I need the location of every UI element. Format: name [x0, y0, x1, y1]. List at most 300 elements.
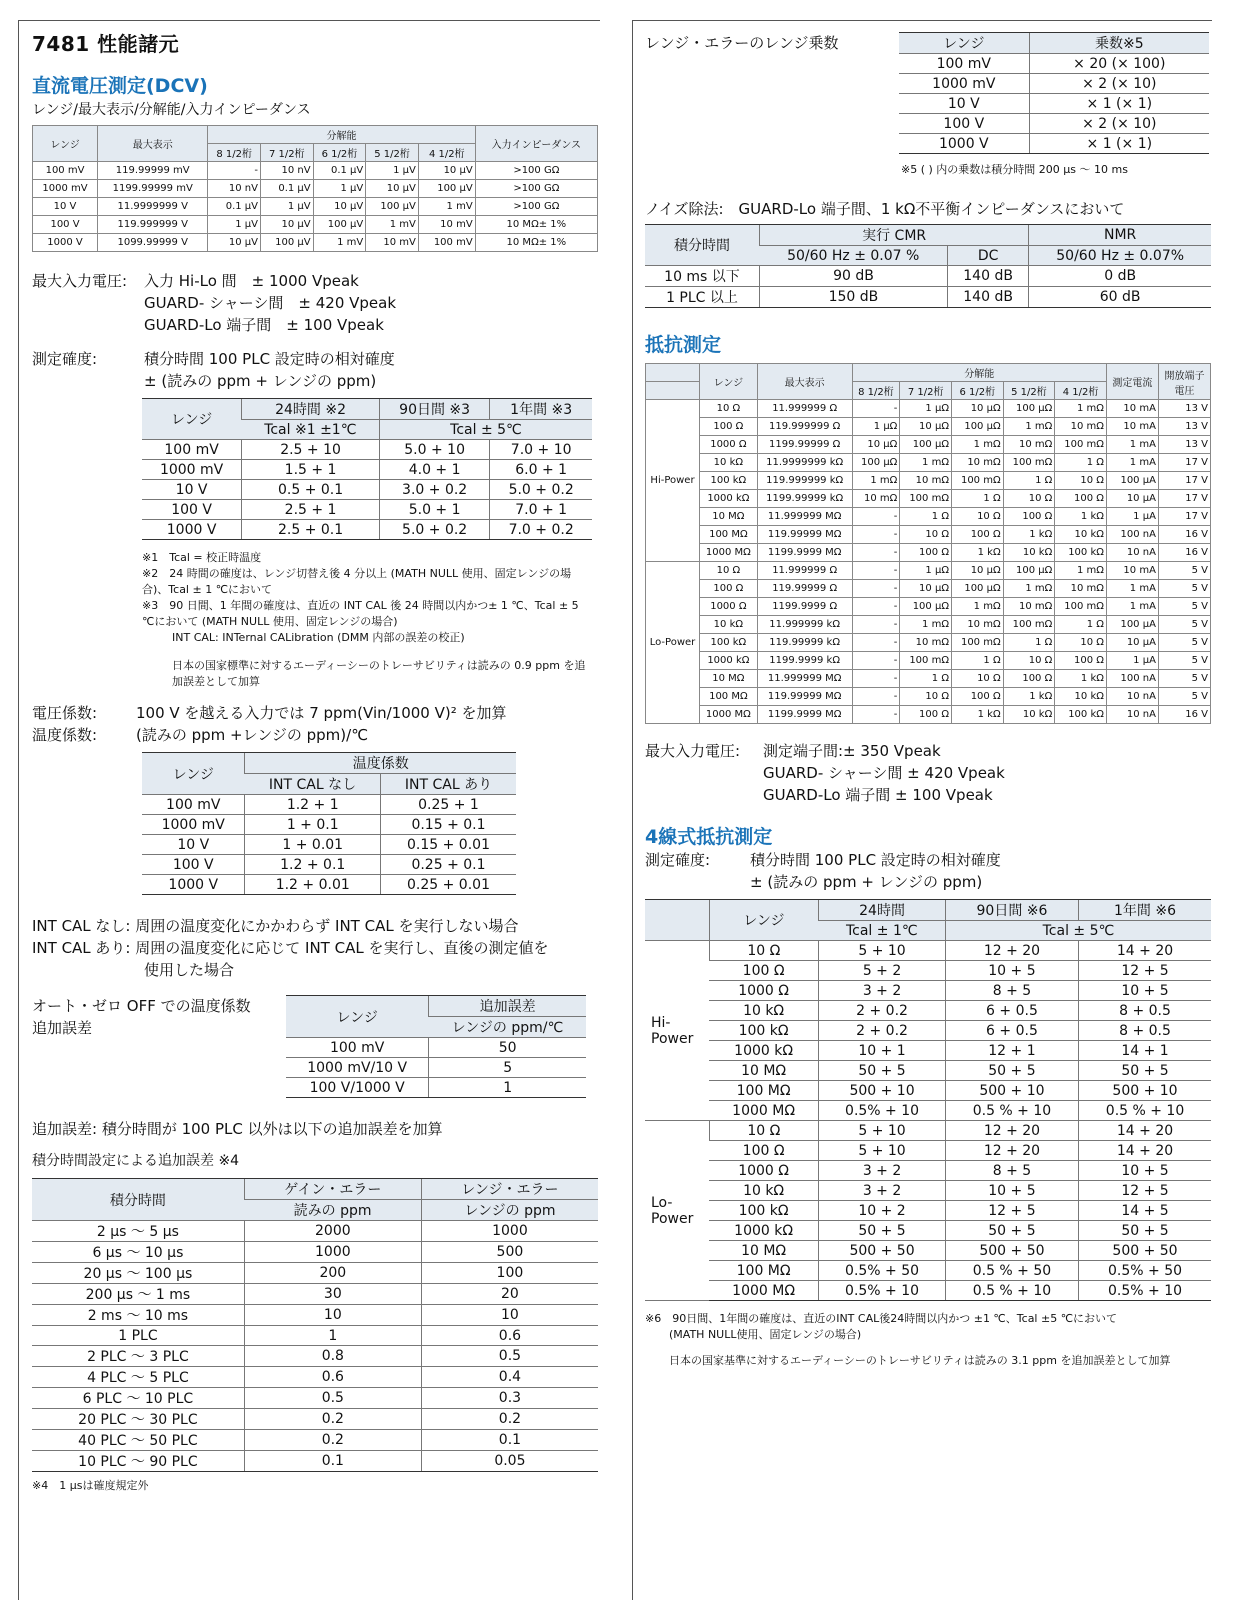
cell-value: 0.2: [244, 1409, 421, 1430]
cell-value: 10 mΩ: [900, 634, 952, 652]
cell-value: 1 + 0.1: [245, 815, 381, 835]
cell-range: 10 MΩ: [700, 508, 758, 526]
cell-value: 100 μΩ: [951, 580, 1003, 598]
intcal-off-text: INT CAL なし: 周囲の温度変化にかかわらず INT CAL を実行しない場合: [32, 917, 519, 935]
cell-value: -: [852, 598, 900, 616]
table-row: [646, 436, 1211, 454]
cell-value: 10 mA: [1106, 418, 1158, 436]
cell-value: 1099.99999 V: [98, 234, 208, 252]
table-row: [645, 1161, 1211, 1181]
note-4: ※4 1 μsは確度規定外: [32, 1479, 149, 1492]
cell-value: 0.5% + 10: [1079, 1281, 1211, 1301]
cell-value: 1.2 + 1: [245, 795, 381, 815]
cell-value: 13 V: [1158, 418, 1210, 436]
cell-range: 1000 MΩ: [700, 706, 758, 724]
cell-value: 140 dB: [947, 266, 1028, 287]
table-row: [142, 875, 516, 895]
mult-body: [899, 54, 1209, 154]
cell-value: 10 mV: [366, 234, 419, 252]
cell-value: 10 + 5: [1079, 1161, 1211, 1181]
cell-value: 500 + 50: [819, 1241, 946, 1261]
cell-value: 10 μΩ: [900, 580, 952, 598]
cell-value: 14 + 20: [1079, 1121, 1211, 1141]
cell-value: 1.5 + 1: [242, 460, 380, 480]
cell-value: 119.99999 kΩ: [757, 634, 852, 652]
cell-value: 10 μA: [1106, 634, 1158, 652]
cell-range: 1000 kΩ: [700, 490, 758, 508]
accuracy-block: [32, 348, 600, 392]
cell-range: 1000 V: [142, 875, 245, 895]
dcv-title: 直流電圧測定(DCV): [32, 75, 208, 97]
cell-value: 0.15 + 0.01: [380, 835, 516, 855]
cell-value: 12 + 1: [945, 1041, 1078, 1061]
table-row: [899, 54, 1209, 74]
table-row: [646, 490, 1211, 508]
table-row: [33, 180, 598, 198]
cell-value: -: [208, 162, 261, 180]
cell-value: 500 + 10: [819, 1081, 946, 1101]
th-range: レンジ: [142, 753, 245, 795]
table-row: [645, 1021, 1211, 1041]
table-row: [645, 1041, 1211, 1061]
cell-value: 1 mA: [1106, 598, 1158, 616]
cell-range: 6 PLC ～ 10 PLC: [32, 1388, 244, 1409]
cell-value: 10 mΩ: [1003, 598, 1055, 616]
cell-value: >100 GΩ: [475, 180, 597, 198]
cell-value: -: [852, 688, 900, 706]
table-row: [142, 440, 592, 460]
cell-value: × 2 (× 10): [1029, 114, 1209, 134]
cell-value: 119.999999 kΩ: [757, 472, 852, 490]
note-1: ※1 Tcal = 校正時温度: [142, 551, 262, 564]
cell-value: 1 kΩ: [1055, 508, 1107, 526]
cell-value: 10 Ω: [951, 670, 1003, 688]
table-row: [142, 520, 592, 540]
cell-value: 60 dB: [1029, 287, 1211, 308]
th-digit: 5 1/2桁: [366, 144, 419, 162]
cell-value: 10 Ω: [1055, 634, 1107, 652]
table-row: [645, 266, 1211, 287]
cell-value: 10 mΩ: [951, 454, 1003, 472]
accuracy-line: ± (読みの ppm + レンジの ppm): [144, 372, 377, 390]
cell-value: 5.0 + 1: [379, 500, 489, 520]
cell-value: 1199.9999 MΩ: [757, 706, 852, 724]
cell-value: 1199.9999 kΩ: [757, 652, 852, 670]
cell-value: 0.6: [421, 1326, 598, 1346]
cell-value: 8 + 0.5: [1079, 1001, 1211, 1021]
cell-value: 100 kΩ: [1055, 706, 1107, 724]
cell-value: 17 V: [1158, 472, 1210, 490]
cell-value: 100 μΩ: [951, 418, 1003, 436]
th-digit: 6 1/2桁: [313, 144, 366, 162]
max-input-block: [32, 270, 600, 336]
cell-value: 100 Ω: [1055, 490, 1107, 508]
center-border: [632, 20, 633, 1600]
cell-value: 1.2 + 0.1: [245, 855, 381, 875]
cell-range: 10 MΩ: [700, 670, 758, 688]
four-label: 測定確度:: [645, 851, 711, 869]
th-add-err: 追加誤差: [429, 996, 586, 1017]
cell-value: 10 μV: [208, 234, 261, 252]
cell-range: 10 kΩ: [700, 616, 758, 634]
th-digit: 8 1/2桁: [852, 382, 900, 400]
cell-range: 1000 V: [33, 234, 98, 252]
cell-value: 10 Ω: [1055, 472, 1107, 490]
th-open-volt-2: 電圧: [1174, 385, 1195, 397]
cell-value: 1 μV: [313, 180, 366, 198]
cell-value: 4.0 + 1: [379, 460, 489, 480]
th-digit: 4 1/2桁: [418, 144, 475, 162]
cell-value: -: [852, 580, 900, 598]
autozero-block: [32, 995, 600, 1098]
cell-value: 100 μΩ: [900, 436, 952, 454]
cell-value: 2000: [244, 1221, 421, 1242]
cell-value: 6 + 0.5: [945, 1021, 1078, 1041]
cell-value: 100 μV: [261, 234, 314, 252]
cell-range: 100 V: [142, 500, 242, 520]
cell-range: 40 PLC ～ 50 PLC: [32, 1430, 244, 1451]
integ-title: 積分時間設定による追加誤差 ※4: [32, 1153, 240, 1169]
cell-value: 100 μA: [1106, 616, 1158, 634]
cell-value: 17 V: [1158, 508, 1210, 526]
table-row: [32, 1430, 598, 1451]
cell-range: 1000 kΩ: [709, 1221, 819, 1241]
doc-title: 7481 性能諸元: [32, 32, 180, 56]
ohm-max-line: GUARD-Lo 端子間 ± 100 Vpeak: [763, 786, 993, 804]
table-row: [899, 134, 1209, 154]
cell-value: 0.5 % + 50: [945, 1261, 1078, 1281]
cell-value: 10 nV: [208, 180, 261, 198]
cell-range: 1000 mV: [899, 74, 1029, 94]
cell-value: 1199.99999 mV: [98, 180, 208, 198]
th-digit: 7 1/2桁: [900, 382, 952, 400]
cell-value: 2 + 0.2: [819, 1021, 946, 1041]
cell-value: -: [852, 400, 900, 418]
cell-value: 8 + 0.5: [1079, 1021, 1211, 1041]
cell-range: 100 Ω: [709, 1141, 819, 1161]
cell-value: 100 Ω: [1003, 508, 1055, 526]
cell-value: 10 kΩ: [1003, 544, 1055, 562]
cell-range: 1000 mV: [142, 460, 242, 480]
cell-value: 100 Ω: [1055, 652, 1107, 670]
autozero-label-2: 追加誤差: [32, 1019, 93, 1037]
cell-value: 100 μA: [1106, 472, 1158, 490]
cell-value: 16 V: [1158, 706, 1210, 724]
cell-value: 500 + 10: [1079, 1081, 1211, 1101]
cell-value: 1000: [421, 1221, 598, 1242]
th-digit: 7 1/2桁: [261, 144, 314, 162]
th-digit: 4 1/2桁: [1055, 382, 1107, 400]
cell-value: 500 + 10: [945, 1081, 1078, 1101]
cell-value: 2.5 + 0.1: [242, 520, 380, 540]
cell-value: 10 Ω: [900, 526, 952, 544]
cell-value: 0.1 μV: [261, 180, 314, 198]
cell-value: 1199.9999 Ω: [757, 598, 852, 616]
coef-block: [32, 702, 600, 746]
th-1y: 1年間 ※6: [1079, 900, 1211, 921]
cell-value: 5 V: [1158, 670, 1210, 688]
cell-value: 11.999999 MΩ: [757, 508, 852, 526]
th-90d: 90日間 ※6: [945, 900, 1078, 921]
cell-value: 50: [429, 1038, 586, 1058]
cell-value: 10: [244, 1305, 421, 1326]
integ-table: [32, 1178, 598, 1472]
cell-value: 10 kΩ: [1003, 706, 1055, 724]
cell-value: 10 mΩ: [900, 472, 952, 490]
cell-value: 1 Ω: [1055, 454, 1107, 472]
cell-value: 13 V: [1158, 436, 1210, 454]
th-blank: [645, 900, 709, 941]
cell-range: 10 V: [142, 480, 242, 500]
table-row: [33, 216, 598, 234]
cell-value: -: [852, 616, 900, 634]
cell-range: 1 PLC: [32, 1326, 244, 1346]
ohm-max-line: GUARD- シャーシ間 ± 420 Vpeak: [763, 764, 1005, 782]
cell-value: 1 μΩ: [900, 400, 952, 418]
cell-value: 10 mV: [418, 216, 475, 234]
cell-value: 1 kΩ: [951, 706, 1003, 724]
table-row: [646, 418, 1211, 436]
note-3: ※3 90 日間、1 年間の確度は、直近の INT CAL 後 24 時間以内かつ± 1 ℃、Tcal ± 5 ℃において (MATH NULL 使用、固定レンジの場合): [142, 599, 579, 628]
th-digit: 6 1/2桁: [951, 382, 1003, 400]
cell-value: 1 Ω: [951, 652, 1003, 670]
cell-value: 10 mΩ: [1003, 436, 1055, 454]
cell-value: -: [852, 526, 900, 544]
cell-value: 100 Ω: [1003, 670, 1055, 688]
cell-value: 200: [244, 1263, 421, 1284]
cell-value: 10 μΩ: [900, 418, 952, 436]
integ-body: [32, 1221, 598, 1472]
cell-value: 10 μΩ: [951, 562, 1003, 580]
note-6: ※6 90日間、1年間の確度は、直近のINT CAL後24時間以内かつ ±1 ℃、Tcal ±5 ℃において: [645, 1312, 1118, 1325]
cell-range: 1000 Ω: [700, 436, 758, 454]
cell-range: 2 ms ～ 10 ms: [32, 1305, 244, 1326]
table-row: [646, 706, 1211, 724]
cell-value: 100 mΩ: [1003, 454, 1055, 472]
cell-value: 8 + 5: [945, 981, 1078, 1001]
cell-range: 100 mV: [33, 162, 98, 180]
table-row: [645, 1141, 1211, 1161]
table-row: [645, 287, 1211, 308]
cell-value: 10 + 1: [819, 1041, 946, 1061]
cell-value: × 2 (× 10): [1029, 74, 1209, 94]
cell-value: 100 mΩ: [900, 652, 952, 670]
cell-value: 5.0 + 0.2: [379, 520, 489, 540]
cell-value: 500 + 50: [1079, 1241, 1211, 1261]
table-row: [899, 74, 1209, 94]
cell-value: 14 + 20: [1079, 1141, 1211, 1161]
four-line: ± (読みの ppm + レンジの ppm): [750, 873, 983, 891]
cell-range: 10 MΩ: [709, 1061, 819, 1081]
table-row: [32, 1326, 598, 1346]
table-row: [646, 652, 1211, 670]
th-imp: 入力インピーダンス: [475, 126, 597, 162]
four-line: 積分時間 100 PLC 設定時の相対確度: [750, 851, 1001, 869]
cell-value: 14 + 1: [1079, 1041, 1211, 1061]
max-input-line: GUARD- シャーシ間 ± 420 Vpeak: [144, 294, 397, 312]
th-90d: 90日間 ※3: [379, 399, 489, 420]
cell-value: 0.2: [244, 1430, 421, 1451]
cell-value: 10 nA: [1106, 544, 1158, 562]
group-label: Lo-Power: [646, 562, 700, 724]
cell-value: 90 dB: [759, 266, 947, 287]
table-row: [646, 634, 1211, 652]
group-label: Lo-Power: [645, 1121, 709, 1301]
th-integ-time: 積分時間: [32, 1179, 244, 1221]
cell-value: 1 mΩ: [1055, 562, 1107, 580]
th-blank: [646, 382, 700, 400]
cell-value: 10 + 5: [945, 961, 1078, 981]
cell-range: 4 PLC ～ 5 PLC: [32, 1367, 244, 1388]
temp-coef-text: (読みの ppm +レンジの ppm)/℃: [136, 726, 369, 744]
th-range-err: レンジ・エラー: [421, 1179, 598, 1200]
cell-value: 500: [421, 1242, 598, 1263]
cell-value: 119.99999 Ω: [757, 580, 852, 598]
cell-value: 2 + 0.2: [819, 1001, 946, 1021]
cell-value: 10 Ω: [1003, 490, 1055, 508]
cell-value: 100 μV: [366, 198, 419, 216]
cell-value: 10 + 5: [945, 1181, 1078, 1201]
cell-value: 1 mV: [313, 234, 366, 252]
note-6b: (MATH NULL使用、固定レンジの場合): [669, 1328, 862, 1341]
cell-value: -: [852, 634, 900, 652]
cell-value: 14 + 20: [1079, 941, 1211, 961]
temp-coef-body: [142, 795, 516, 895]
cell-value: 119.999999 V: [98, 216, 208, 234]
cell-range: 100 mV: [142, 440, 242, 460]
th-mult: 乗数※5: [1029, 33, 1209, 54]
max-input-label: 最大入力電圧:: [32, 272, 128, 290]
cell-value: 0.5% + 10: [819, 1281, 946, 1301]
cell-value: 119.99999 MΩ: [757, 526, 852, 544]
cell-value: 1 Ω: [951, 490, 1003, 508]
cell-value: 10 μV: [261, 216, 314, 234]
ohm-body: [646, 400, 1211, 724]
cell-value: 12 + 5: [945, 1201, 1078, 1221]
left-border: [18, 20, 19, 1600]
autozero-table: [286, 995, 586, 1098]
cell-value: -: [852, 544, 900, 562]
cell-range: 100 MΩ: [709, 1081, 819, 1101]
cell-value: 1 kΩ: [1003, 688, 1055, 706]
note-trace: 日本の国家標準に対するエーディーシーのトレーサビリティは読みの 0.9 ppm を追加誤差として加算: [172, 659, 586, 688]
cell-value: × 1 (× 1): [1029, 94, 1209, 114]
cell-value: 1 mA: [1106, 436, 1158, 454]
cell-range: 1000 mV/10 V: [286, 1058, 429, 1078]
cell-value: 1 mΩ: [951, 436, 1003, 454]
th-5060: 50/60 Hz ± 0.07 %: [759, 246, 947, 266]
cell-value: 50 + 5: [945, 1221, 1078, 1241]
table-row: [646, 454, 1211, 472]
cell-value: 100 μV: [313, 216, 366, 234]
temp-coef-label: 温度係数:: [32, 726, 98, 744]
cell-value: × 20 (× 100): [1029, 54, 1209, 74]
cell-value: 12 + 20: [945, 1121, 1078, 1141]
cell-value: 100 Ω: [951, 688, 1003, 706]
cell-value: 13 V: [1158, 400, 1210, 418]
cell-value: 10 Ω: [900, 688, 952, 706]
cell-value: >100 GΩ: [475, 198, 597, 216]
table-row: [32, 1242, 598, 1263]
cell-value: 11.999999 kΩ: [757, 616, 852, 634]
intcal-on-text2: 使用した場合: [144, 961, 235, 979]
cell-value: 0.25 + 0.1: [380, 855, 516, 875]
autozero-label-1: オート・ゼロ OFF での温度係数: [32, 997, 251, 1015]
cell-value: 0.15 + 0.1: [380, 815, 516, 835]
cell-value: 14 + 5: [1079, 1201, 1211, 1221]
cell-range: 100 Ω: [709, 961, 819, 981]
cell-range: 100 mV: [899, 54, 1029, 74]
cell-value: 12 + 20: [945, 941, 1078, 961]
cell-value: 5.0 + 0.2: [490, 480, 592, 500]
cell-value: 0.4: [421, 1367, 598, 1388]
cell-value: 100 nA: [1106, 670, 1158, 688]
table-row: [32, 1388, 598, 1409]
four-table: [645, 899, 1211, 1301]
cell-value: 1 Ω: [1055, 616, 1107, 634]
table-row: [646, 562, 1211, 580]
cell-value: 5 V: [1158, 688, 1210, 706]
cell-value: 150 dB: [759, 287, 947, 308]
cell-value: 5 + 2: [819, 961, 946, 981]
cell-value: 8 + 5: [945, 1161, 1078, 1181]
cell-value: 1 Ω: [900, 508, 952, 526]
cell-value: 0.5: [421, 1346, 598, 1367]
cell-value: 10 + 5: [1079, 981, 1211, 1001]
cell-value: 5 V: [1158, 652, 1210, 670]
table-row: [32, 1409, 598, 1430]
cell-value: 1 Ω: [900, 670, 952, 688]
table-row: [645, 1201, 1211, 1221]
cell-range: 1000 mV: [33, 180, 98, 198]
cell-range: 10 Ω: [700, 562, 758, 580]
th-res: 分解能: [208, 126, 475, 144]
table-row: [645, 961, 1211, 981]
accuracy-table: [142, 398, 592, 540]
table-row: [645, 1181, 1211, 1201]
add-err-text: 追加誤差: 積分時間が 100 PLC 以外は以下の追加誤差を加算: [32, 1120, 443, 1138]
cell-range: 20 PLC ～ 30 PLC: [32, 1409, 244, 1430]
cell-value: 50 + 5: [945, 1061, 1078, 1081]
cell-value: 10 Ω: [1003, 652, 1055, 670]
cell-value: 1 + 0.01: [245, 835, 381, 855]
ohm-title: 抵抗測定: [645, 334, 722, 356]
cell-value: 0.5 % + 10: [1079, 1101, 1211, 1121]
cell-value: 10 nV: [261, 162, 314, 180]
group-label: Hi-Power: [646, 400, 700, 562]
cell-value: 7.0 + 10: [490, 440, 592, 460]
cell-value: 5 + 10: [819, 1121, 946, 1141]
cell-value: 100 Ω: [900, 706, 952, 724]
th-24h: 24時間: [819, 900, 946, 921]
mult-table: [899, 32, 1209, 154]
cell-range: 100 mV: [142, 795, 245, 815]
th-cmr: 実行 CMR: [759, 225, 1028, 246]
cell-value: 10 μV: [418, 162, 475, 180]
cell-range: 100 MΩ: [700, 526, 758, 544]
cell-value: 3 + 2: [819, 1161, 946, 1181]
cell-value: 1 kΩ: [951, 544, 1003, 562]
accuracy-label: 測定確度:: [32, 350, 98, 368]
cell-value: 12 + 5: [1079, 961, 1211, 981]
cell-value: 1 Ω: [1003, 634, 1055, 652]
th-add-err-unit: レンジの ppm/℃: [429, 1017, 586, 1038]
cell-range: 1000 kΩ: [700, 652, 758, 670]
cell-value: 0.5% + 50: [1079, 1261, 1211, 1281]
cell-value: 10 Ω: [951, 508, 1003, 526]
cell-value: 16 V: [1158, 544, 1210, 562]
cell-value: 50 + 5: [819, 1221, 946, 1241]
